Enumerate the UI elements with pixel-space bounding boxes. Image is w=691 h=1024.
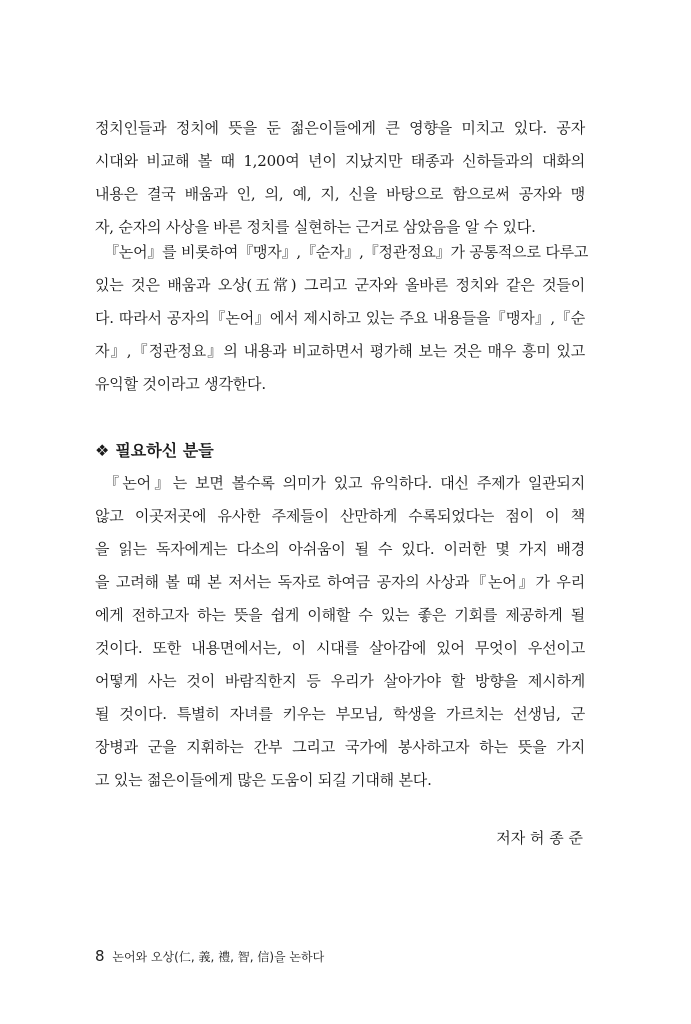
paragraph-line: 시대와 비교해 볼 때 1,200여 년이 지났지만 태종과 신하들과의 대화의 <box>95 152 585 170</box>
paragraph-line: 자』,『정관정요』의 내용과 비교하면서 평가해 보는 것은 매우 흥미 있고 <box>95 342 585 360</box>
paragraph-line: 어떻게 사는 것이 바람직한지 등 우리가 살아가야 할 방향을 제시하게 <box>95 672 585 690</box>
section-heading-text: 필요하신 분들 <box>115 441 214 460</box>
paragraph-line: 있는 것은 배움과 오상(五常) 그리고 군자와 올바른 정치와 같은 것들이 <box>95 276 585 294</box>
paragraph-line: 『논어』를 비롯하여『맹자』,『순자』,『정관정요』가 공통적으로 다루고 <box>104 243 589 261</box>
paragraph-line: 자, 순자의 사상을 바른 정치를 실현하는 근거로 삼았음을 알 수 있다. <box>95 218 536 236</box>
paragraph-line: 고 있는 젊은이들에게 많은 도움이 되길 기대해 본다. <box>95 771 432 789</box>
diamond-bullet-icon: ❖ <box>95 441 110 460</box>
paragraph-line: 장병과 군을 지휘하는 간부 그리고 국가에 봉사하고자 하는 뜻을 가지 <box>95 738 585 756</box>
paragraph-line: 을 읽는 독자에게는 다소의 아쉬움이 될 수 있다. 이러한 몇 가지 배경 <box>95 540 585 558</box>
paragraph-line: 에게 전하고자 하는 뜻을 쉽게 이해할 수 있는 좋은 기회를 제공하게 될 <box>95 606 585 624</box>
running-title: 논어와 오상(仁, 義, 禮, 智, 信)을 논하다 <box>112 950 325 964</box>
paragraph-2 <box>95 236 589 401</box>
paragraph-3 <box>95 467 585 797</box>
paragraph-line: 을 고려해 볼 때 본 저서는 독자로 하여금 공자의 사상과『논어』가 우리 <box>95 573 585 591</box>
paragraph-1 <box>95 112 585 244</box>
paragraph-line: 유익할 것이라고 생각한다. <box>95 375 266 393</box>
page-number: 8 <box>95 947 105 965</box>
paragraph-line: 것이다. 또한 내용면에서는, 이 시대를 살아감에 있어 무엇이 우선이고 <box>95 639 585 657</box>
section-heading <box>95 436 214 466</box>
paragraph-line: 다. 따라서 공자의『논어』에서 제시하고 있는 주요 내용들을『맹자』,『순 <box>95 309 585 327</box>
paragraph-line: 『논어』는 보면 볼수록 의미가 있고 유익하다. 대신 주제가 일관되지 <box>104 474 585 492</box>
paragraph-line: 될 것이다. 특별히 자녀를 키우는 부모님, 학생을 가르치는 선생님, 군 <box>95 705 585 723</box>
author-signature: 저자 허 종 준 <box>496 829 583 847</box>
paragraph-line: 않고 이곳저곳에 유사한 주제들이 산만하게 수록되었다는 점이 이 책 <box>95 507 585 525</box>
page-footer <box>95 944 324 968</box>
paragraph-line: 내용은 결국 배움과 인, 의, 예, 지, 신을 바탕으로 함으로써 공자와 맹 <box>95 185 585 203</box>
paragraph-line: 정치인들과 정치에 뜻을 둔 젊은이들에게 큰 영향을 미치고 있다. 공자 <box>95 119 585 137</box>
